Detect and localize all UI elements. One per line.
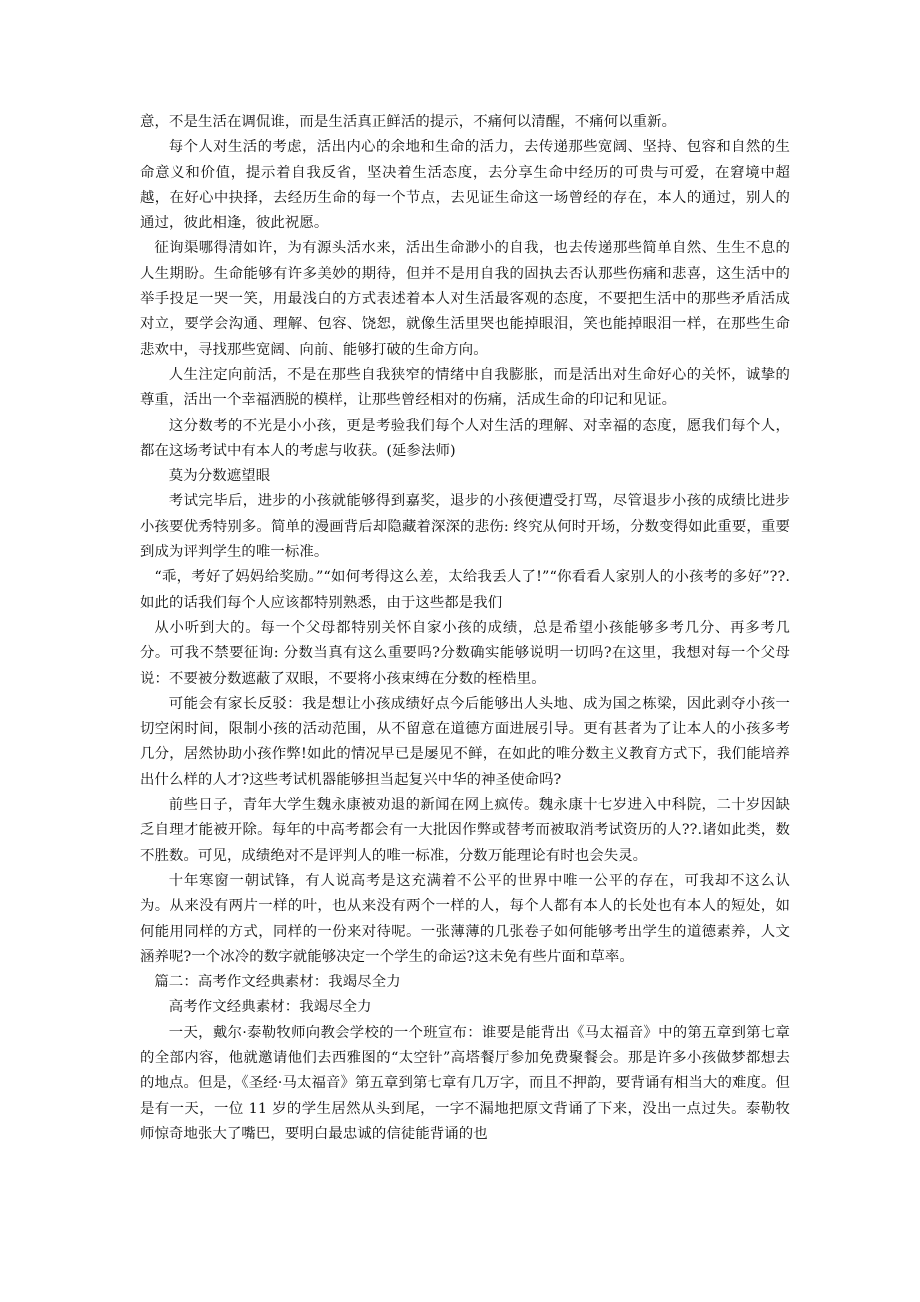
section-title-2: 篇二：高考作文经典素材：我竭尽全力	[154, 974, 401, 991]
paragraph-7: “乖，考好了妈妈给奖励。”“如何考得这么差，太给我丢人了!”“你看看人家别人的小孩考的多好”??.如此的话我们每个人应该都特别熟悉，由于这些都是我们	[140, 569, 790, 611]
paragraph-11: 十年寒窗一朝试锋，有人说高考是这充满着不公平的世界中唯一公平的存在，可我却不这么认为。从来没有两片一样的叶，也从来没有两个一样的人，每个人都有本人的长处也有本人的短处，如何能用同样的方式，同样的一份来对待呢。一张薄薄的几张卷子如何能够考出学生的道德素养，人文涵养呢?一个冰冷的数字就能够决定一个学生的命运?这未免有些片面和草率。	[140, 872, 790, 965]
section-title-3: 高考作文经典素材：我竭尽全力	[168, 999, 372, 1016]
document-body	[140, 110, 790, 1147]
paragraph-8: 从小听到大的。每一个父母都特别关怀自家小孩的成绩，总是希望小孩能够多考几分、再多考几分。可我不禁要征询: 分数当真有这么重要吗?分数确实能够说明一切吗?在这里，我想对每一个父母说：不要被分数遮蔽了双眼，不要将小孩束缚在分数的桎梏里。	[140, 619, 790, 687]
paragraph-3: 征询渠哪得清如许，为有源头活水来，活出生命渺小的自我，也去传递那些简单自然、生生不息的人生期盼。生命能够有许多美妙的期待，但并不是用自我的固执去否认那些伤痛和悲喜，这生活中的举手投足一哭一笑，用最浅白的方式表述着本人对生活最客观的态度，不要把生活中的那些矛盾活成对立，要学会沟通、理解、包容、饶恕，就像生活里哭也能掉眼泪，笑也能掉眼泪一样，在那些生命悲欢中，寻找那些宽阔、向前、能够打破的生命方向。	[140, 240, 790, 358]
paragraph-10: 前些日子，青年大学生魏永康被劝退的新闻在网上疯传。魏永康十七岁进入中科院，二十岁因缺乏自理才能被开除。每年的中高考都会有一大批因作弊或替考而被取消考试资历的人??.诸如此类，数不胜数。可见，成绩绝对不是评判人的唯一标准，分数万能理论有时也会失灵。	[140, 797, 790, 864]
paragraph-4: 人生注定向前活，不是在那些自我狭窄的情绪中自我膨胀，而是活出对生命好心的关怀，诚挚的尊重，活出一个幸福洒脱的模样，让那些曾经相对的伤痛，活成生命的印记和见证。	[140, 366, 790, 409]
paragraph-5: 这分数考的不光是小小孩，更是考验我们每个人对生活的理解、对幸福的态度，愿我们每个人，都在这场考试中有本人的考虑与收获。(延参法师)	[140, 417, 790, 459]
paragraph-6: 考试完毕后，进步的小孩就能够得到嘉奖，退步的小孩便遭受打骂，尽管退步小孩的成绩比进步小孩要优秀特别多。简单的漫画背后却隐藏着深深的悲伤: 终究从何时开场，分数变得如此重要，重要到成为评判学生的唯一标准。	[140, 493, 790, 561]
section-title-1: 莫为分数遮望眼	[168, 468, 271, 485]
paragraph-1: 意，不是生活在调侃谁，而是生活真正鲜活的提示，不痛何以清醒，不痛何以重新。	[140, 114, 677, 130]
paragraph-9: 可能会有家长反驳：我是想让小孩成绩好点今后能够出人头地、成为国之栋梁，因此剥夺小孩一切空闲时间，限制小孩的活动范围，从不留意在道德方面进展引导。更有甚者为了让本人的小孩多考几分，居然协助小孩作弊!如此的情况早已是屡见不鲜，在如此的唯分数主义教育方式下，我们能培养出什么样的人才?这些考试机器能够担当起复兴中华的神圣使命吗?	[140, 695, 790, 788]
paragraph-12: 一天，戴尔·泰勒牧师向教会学校的一个班宣布：谁要是能背出《马太福音》中的第五章到第七章的全部内容，他就邀请他们去西雅图的“太空针”高塔餐厅参加免费聚餐会。那是许多小孩做梦都想去的地点。但是，《圣经·马太福音》第五章到第七章有几万字，而且不押韵，要背诵有相当大的难度。但是有一天，一位 11 岁的学生居然从头到尾，一字不漏地把原文背诵了下来，没出一点过失。泰勒牧师惊奇地张大了嘴巴，要明白最忠诚的信徒能背诵的也	[140, 1024, 790, 1142]
paragraph-2: 每个人对生活的考虑，活出内心的余地和生命的活力，去传递那些宽阔、坚持、包容和自然的生命意义和价值，提示着自我反省，坚决着生活态度，去分享生命中经历的可贵与可爱，在窘境中超越，在好心中抉择，去经历生命的每一个节点，去见证生命这一场曾经的存在，本人的通过，别人的通过，彼此相逢，彼此祝愿。	[140, 139, 790, 232]
